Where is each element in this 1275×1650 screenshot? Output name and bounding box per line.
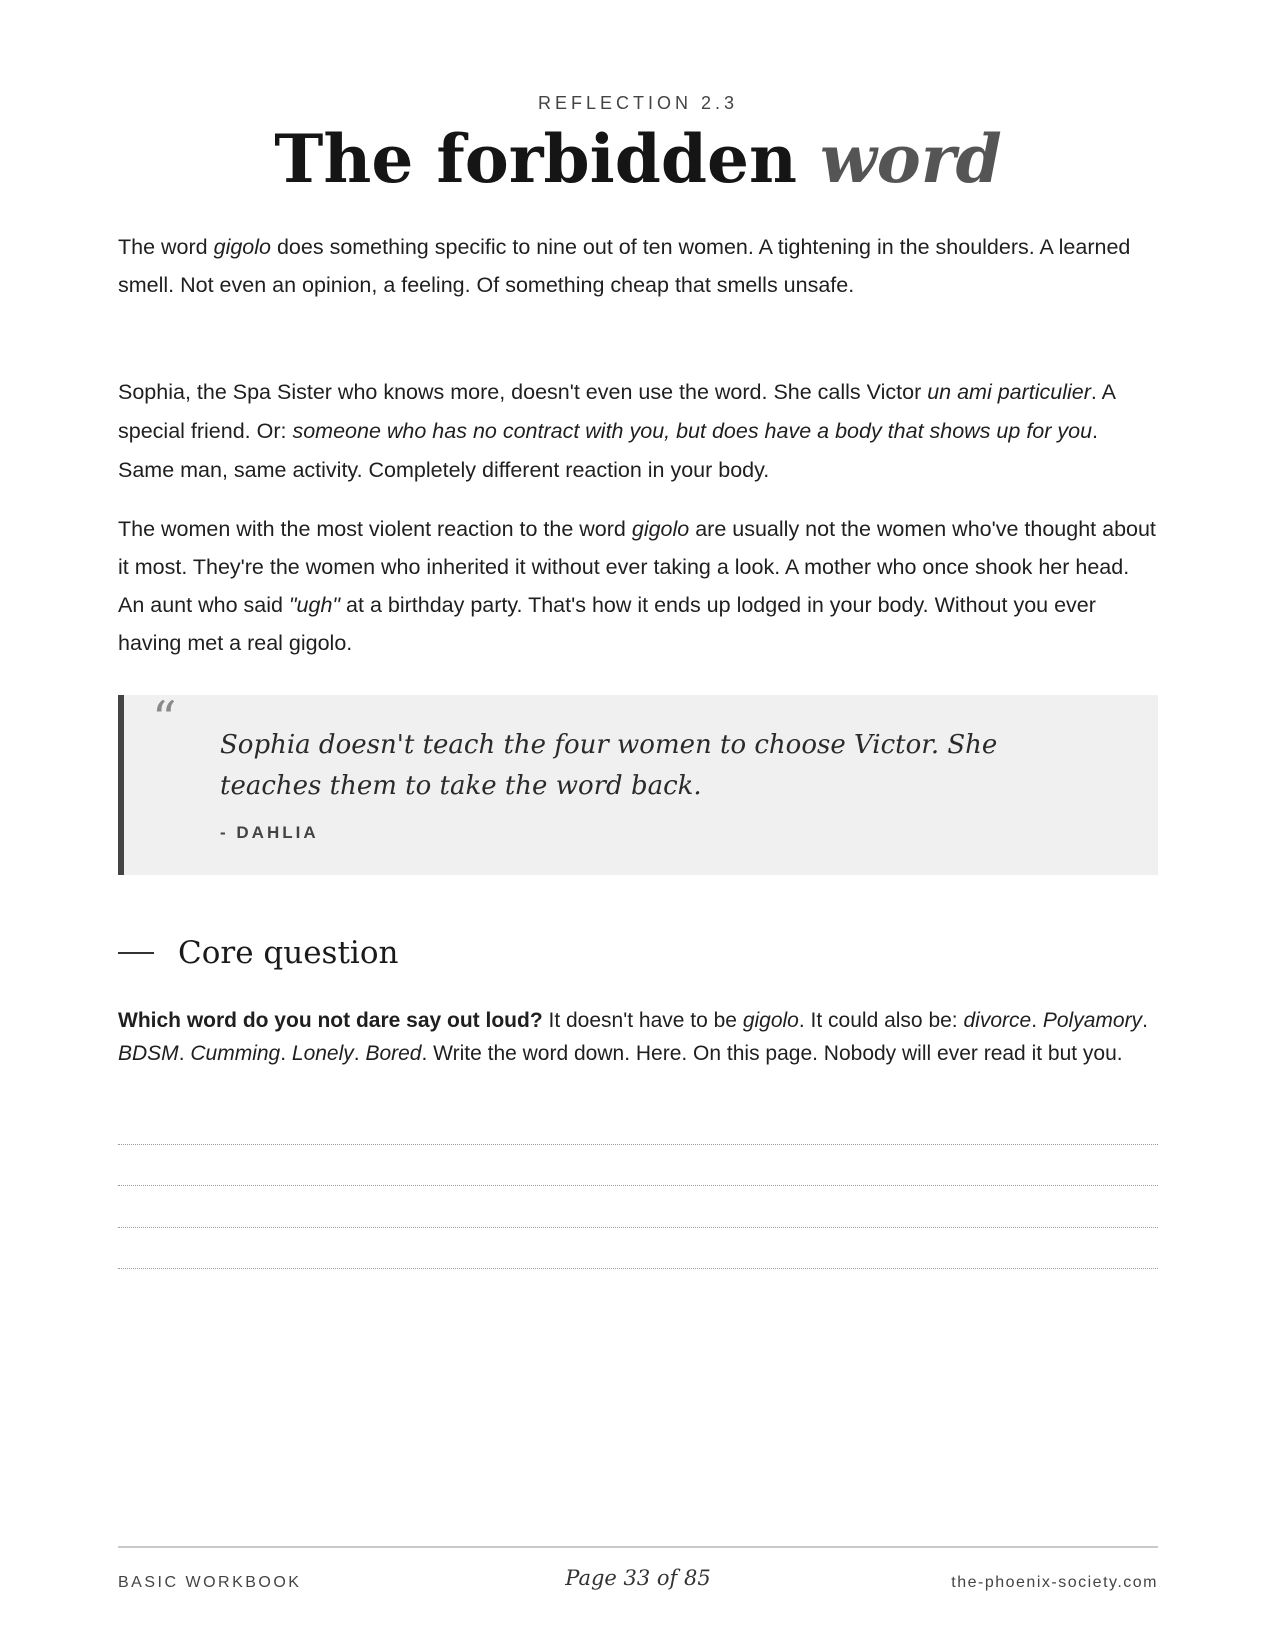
footer-website: the-phoenix-society.com: [951, 1574, 1158, 1591]
text-run: . A special friend. Or:: [118, 380, 1115, 443]
emphasis-word: Bored: [365, 1042, 422, 1065]
text-run: . It could also be:: [798, 1009, 964, 1032]
emphasis-gigolo: gigolo: [631, 517, 690, 541]
text-run: at a birthday party. That's how it ends up lodged in your body. Without you ever having met a real gigolo.: [118, 593, 1096, 655]
text-run: .: [178, 1042, 191, 1065]
emphasis-word: Lonely: [291, 1042, 354, 1065]
section-title: Core question: [178, 935, 399, 971]
title-accent: word: [819, 120, 1002, 198]
paragraph-3: [118, 510, 1158, 662]
quote-text: Sophia doesn't teach the four women to choose Victor. She teaches them to take the word back.: [220, 730, 998, 801]
text-run: The women with the most violent reaction to the word: [118, 517, 632, 541]
section-eyebrow: REFLECTION 2.3: [537, 93, 739, 113]
title-main: The forbidden: [274, 120, 820, 198]
writing-line[interactable]: [118, 1144, 1158, 1145]
emphasis-word: gigolo: [742, 1009, 799, 1032]
text-run: are usually not the women who've thought about it most. They're the women who inherited it without ever taking a look. A mother who once shook her head. An aunt who said: [118, 517, 1156, 617]
footer-page-number: Page 33 of 85: [565, 1566, 711, 1590]
core-question-heading: [118, 930, 1158, 976]
writing-line[interactable]: [118, 1185, 1158, 1186]
quote-mark-icon: “: [152, 691, 177, 747]
text-run: .: [1031, 1009, 1043, 1032]
writing-line[interactable]: [118, 1227, 1158, 1228]
emphasis-word: Cumming: [190, 1042, 281, 1065]
quote-author: - DAHLIA: [220, 823, 319, 842]
emphasis-gigolo: gigolo: [213, 235, 271, 259]
emphasis-word: BDSM: [118, 1042, 179, 1065]
core-question-text: [118, 1004, 1158, 1070]
emphasis-word: divorce: [963, 1009, 1032, 1032]
page-title: [118, 116, 1158, 202]
heading-dash: [118, 952, 154, 954]
footer-workbook-label: BASIC WORKBOOK: [118, 1574, 302, 1591]
text-run: It doesn't have to be: [542, 1009, 743, 1032]
emphasis-ugh: "ugh": [288, 593, 341, 617]
text-run: does something specific to nine out of ten women. A tightening in the shoulders. A learned smell. Not even an opinion, a feeling. Of something cheap that smells unsafe.: [118, 235, 1131, 297]
text-run: .: [1142, 1009, 1148, 1032]
question-bold: Which word do you not dare say out loud?: [118, 1009, 543, 1032]
text-run: . Write the word down. Here. On this page. Nobody will ever read it but you.: [421, 1042, 1123, 1065]
text-run: Sophia, the Spa Sister who knows more, doesn't even use the word. She calls Victor: [118, 380, 928, 404]
text-run: . Same man, same activity. Completely different reaction in your body.: [118, 419, 1099, 482]
pull-quote: [118, 691, 1158, 875]
paragraph-2: [118, 373, 1158, 490]
text-run: The word: [118, 235, 214, 259]
emphasis-word: Polyamory: [1042, 1009, 1143, 1032]
writing-line[interactable]: [118, 1268, 1158, 1269]
workbook-page: [118, 0, 1158, 1650]
emphasis-un-ami: un ami particulier: [927, 380, 1091, 404]
text-run: .: [280, 1042, 292, 1065]
text-run: .: [353, 1042, 366, 1065]
paragraph-1: [118, 228, 1158, 304]
footer-divider: [118, 1546, 1158, 1548]
emphasis-definition: someone who has no contract with you, but does have a body that shows up for you: [292, 419, 1093, 443]
